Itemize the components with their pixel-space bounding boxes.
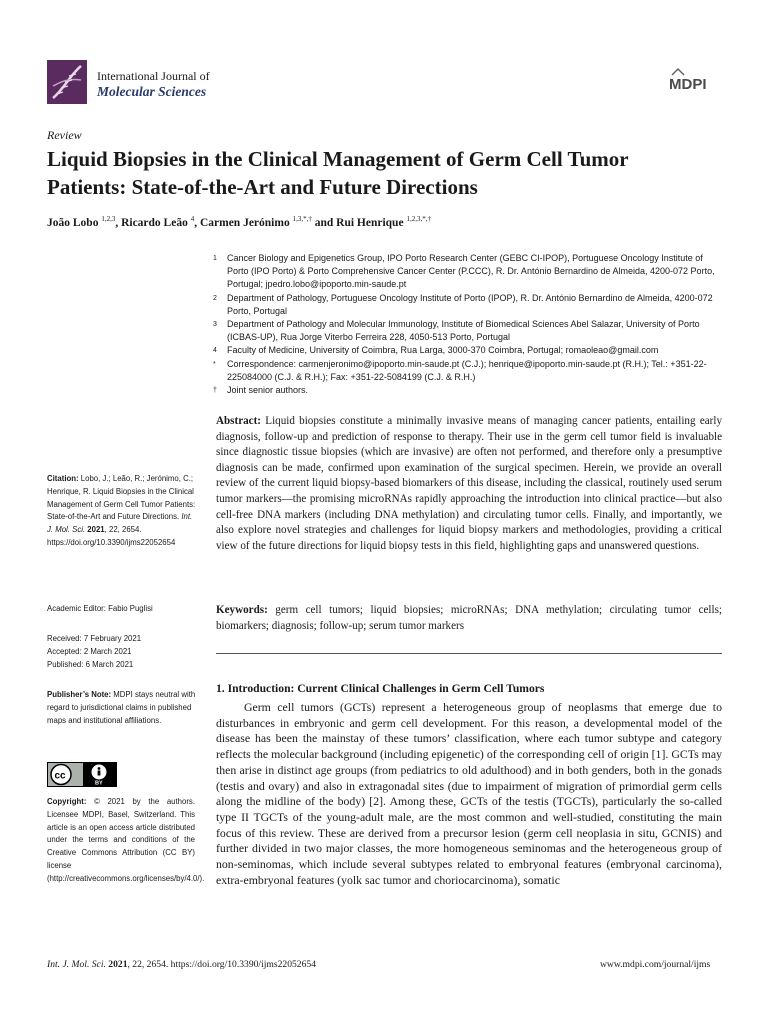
dna-helix-icon bbox=[47, 60, 87, 104]
keywords-label: Keywords: bbox=[216, 604, 268, 616]
date-published: Published: 6 March 2021 bbox=[47, 659, 134, 669]
affiliation-item bbox=[213, 292, 723, 318]
publisher-note-label: Publisher’s Note: bbox=[47, 690, 112, 699]
date-received: Received: 7 February 2021 bbox=[47, 634, 142, 643]
affiliation-mark: * bbox=[213, 360, 216, 368]
affiliation-mark: † bbox=[213, 387, 217, 395]
copyright-block bbox=[47, 796, 205, 886]
journal-name-line1: International Journal of bbox=[97, 69, 210, 83]
section-title: 1. Introduction: Current Clinical Challenges in Germ Cell Tumors bbox=[216, 682, 545, 695]
author-name: Rui Henrique bbox=[336, 216, 404, 229]
affiliation-text: Faculty of Medicine, University of Coimbra, Rua Larga, 3000-370 Coimbra, Portugal; romaoleao@gmail.com bbox=[227, 345, 659, 356]
mdpi-logo bbox=[668, 67, 722, 93]
article-type: Review bbox=[47, 128, 82, 142]
journal-name bbox=[97, 69, 210, 99]
journal-name-line2: Molecular Sciences bbox=[97, 84, 207, 99]
author-affiliation-marks: 4 bbox=[190, 215, 195, 223]
citation-block bbox=[47, 473, 197, 550]
mdpi-logo-icon bbox=[668, 67, 722, 93]
affiliation-text: Department of Pathology and Molecular Immunology, Institute of Biomedical Sciences Abel Salazar, University of Porto (ICBAS-UP), Rua Jorge Viterbo Ferreira 228, 4050-513 Porto, Portugal bbox=[227, 319, 700, 343]
article-dates bbox=[47, 633, 197, 671]
footer-journal: Int. J. Mol. Sci. bbox=[47, 959, 106, 970]
affiliation-text: Cancer Biology and Epigenetics Group, IPO Porto Research Center (GEBC CI-IPOP), Portuguese Oncology Institute of Porto (IPO Porto) & Porto Comprehensive Cancer Center (P.CCC), R. Dr. António Bernardino de Almeida, 4200-072 Porto, Portugal; jpedro.lobo@ipoporto.min-saude.pt bbox=[227, 253, 715, 290]
affiliation-mark: 1 bbox=[213, 255, 217, 262]
affiliation-item bbox=[213, 344, 723, 357]
affiliations bbox=[213, 252, 723, 397]
abstract bbox=[216, 414, 722, 554]
abstract-text: Liquid biopsies constitute a minimally invasive means of managing cancer patients, entailing early diagnosis, follow-up and prediction of response to therapy. Their use in the germ cell tumor field is invaluable since diagnostic tissue biopsies (which are invasive) are often not performed, and therefore only a presumptive diagnosis can be made, confirmed upon examination of the surgical specimen. Herein, we provide an overall review of the current liquid biopsy-based biomarkers of this disease, including the classical, routinely used serum tumor markers—the promising microRNAs rapidly approaching the introduction into clinical practice—but also cell-free DNA markers (including DNA methylation) and circulating tumor cells. Finally, and importantly, we also explore novel strategies and challenges for liquid biopsy markers and methodologies, providing a critical view of the future directions for liquid biopsy tests in this field, highlighting gaps and unanswered questions. bbox=[216, 415, 722, 552]
footer-doi[interactable]: , 22, 2654. https://doi.org/10.3390/ijms22052654 bbox=[127, 959, 316, 970]
journal-logo bbox=[47, 60, 87, 104]
author-affiliation-marks: 1,2,3,*,† bbox=[406, 215, 431, 223]
affiliation-mark: 2 bbox=[213, 294, 217, 302]
citation-year: 2021 bbox=[87, 525, 105, 535]
affiliation-mark: 3 bbox=[213, 321, 217, 329]
affiliation-text: Department of Pathology, Portuguese Oncology Institute of Porto (IPOP), R. Dr. António Bernardino de Almeida, 4200-072 Porto, Portugal bbox=[227, 292, 713, 316]
abstract-label: Abstract: bbox=[216, 415, 261, 427]
article-title: Liquid Biopsies in the Clinical Management of Germ Cell Tumor Patients: State-of-the-Art and Future Directions bbox=[47, 147, 629, 199]
keywords bbox=[216, 603, 722, 634]
cc-by-icon bbox=[47, 762, 117, 787]
affiliation-text: Correspondence: carmenjeronimo@ipoporto.min-saude.pt (C.J.); henrique@ipoporto.min-saude.pt (R.H.); Tel.: +351-22-225084000 (C.J. & R.H.); Fax: +351-22-5084199 (C.J. & R.H.) bbox=[227, 358, 707, 382]
keywords-text: germ cell tumors; liquid biopsies; microRNAs; DNA methylation; circulating tumor cells; biomarkers; diagnosis; follow-up; serum tumor markers bbox=[216, 604, 722, 632]
section-body: Germ cell tumors (GCTs) represent a heterogeneous group of neoplasms that emerge due to disturbances in embryonic and germ cell development. For this reason, a developmental model of the disease has been the mainstay of these tumors’ classification, where each tumor subtype and category reflects the molecular background (including epigenetic) of the corresponding cell of origin [1]. GCTs may then arise in distinct age groups (from pediatrics to old adulthood) and in both genders, both in the gonads (testis and ovary) and also in extragonadal sites (due to impairment of migration of primordial germ cells along the midline of the body) [2]. Among these, GCTs of the testis (TGCTs), particularly the so-called type II TGCTs of the young-adult male, are the most common and well-studied, constituting the main focus of this review. These are derived from a precursor lesion (germ cell neoplasia in situ, GCNIS) and further divided in two major classes, the more homogeneous seminomas and the heterogeneous group of non-seminomas, which include several subtypes related to embryonal features (embryonal carcinoma), extra-embryonal features (yolk sac tumor and choriocarcinoma), somatic bbox=[216, 700, 722, 887]
affiliation-text: Joint senior authors. bbox=[227, 385, 309, 396]
footer-year: 2021 bbox=[108, 959, 128, 970]
citation-text: Lobo, J.; Leão, R.; Jerónimo, C.; Henrique, R. Liquid Biopsies in the Clinical Management of Germ Cell Tumor Patients: State-of-the-Art and Future Directions. bbox=[47, 474, 196, 522]
cc-by-badge[interactable] bbox=[47, 762, 117, 787]
section-divider bbox=[216, 653, 722, 654]
citation-doi[interactable]: , 22, 2654. https://doi.org/10.3390/ijms22052654 bbox=[47, 525, 176, 547]
svg-text:MDPI: MDPI bbox=[669, 76, 707, 93]
author-name: Ricardo Leão bbox=[121, 216, 188, 229]
academic-editor: Academic Editor: Fabio Puglisi bbox=[47, 604, 153, 613]
footer-citation bbox=[47, 959, 316, 970]
affiliation-mark: 4 bbox=[213, 347, 217, 355]
date-accepted: Accepted: 2 March 2021 bbox=[47, 646, 132, 656]
copyright-label: Copyright: bbox=[47, 797, 87, 806]
author-affiliation-marks: 1,3,*,† bbox=[292, 215, 312, 223]
affiliation-item bbox=[213, 318, 723, 344]
svg-text:BY: BY bbox=[95, 780, 103, 787]
affiliation-item bbox=[213, 384, 723, 397]
copyright-text: © 2021 by the authors. Licensee MDPI, Basel, Switzerland. This article is an open access article distributed under the terms and conditions of the Creative Commons Attribution (CC BY) license (http://creativecommons.org/licenses/by/4.0/). bbox=[47, 797, 205, 883]
author-separator: , bbox=[194, 216, 200, 229]
affiliation-item bbox=[213, 252, 723, 292]
publisher-note-text: MDPI stays neutral with regard to jurisdictional claims in published maps and institutional affiliations. bbox=[47, 690, 196, 725]
svg-text:cc: cc bbox=[54, 770, 66, 782]
citation-label: Citation: bbox=[47, 474, 79, 483]
author-name: João Lobo bbox=[47, 216, 99, 229]
footer-journal-url[interactable]: www.mdpi.com/journal/ijms bbox=[600, 959, 711, 970]
author-affiliation-marks: 1,2,3 bbox=[101, 215, 116, 223]
affiliation-item bbox=[213, 358, 723, 384]
author-separator: and bbox=[311, 216, 337, 229]
author-name: Carmen Jerónimo bbox=[199, 216, 290, 229]
author-list bbox=[47, 215, 431, 229]
author-separator: , bbox=[115, 216, 122, 229]
citation-journal: Int. J. Mol. Sci. bbox=[47, 512, 193, 535]
publisher-note bbox=[47, 689, 197, 727]
